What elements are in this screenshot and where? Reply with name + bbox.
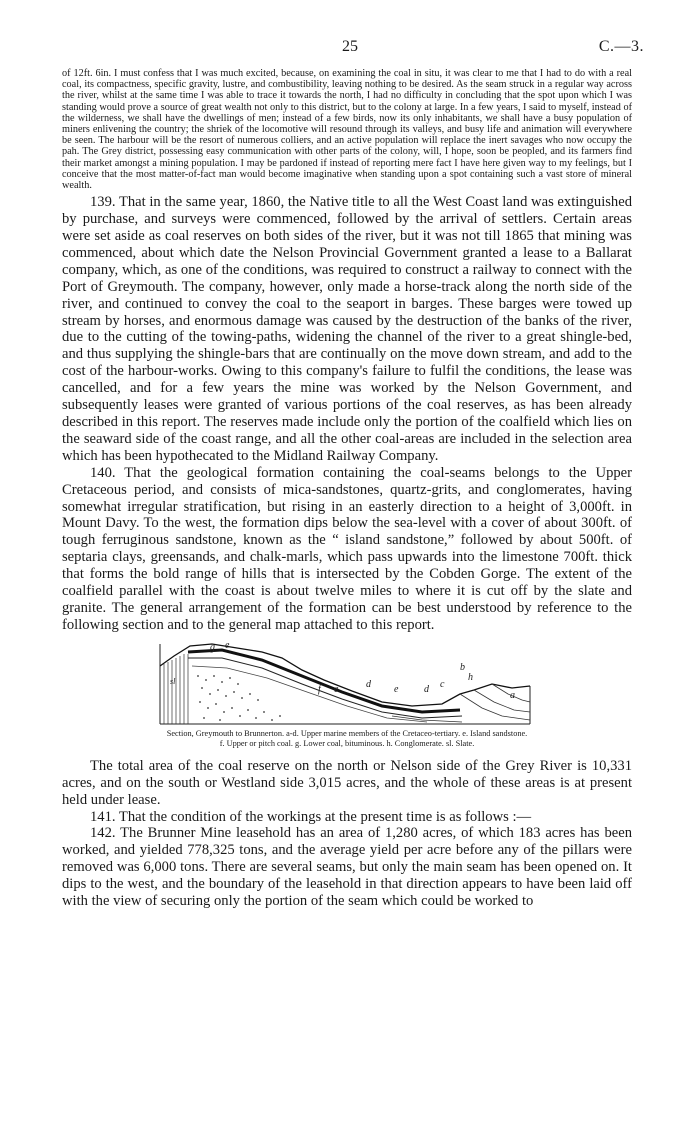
caption-line-1: Section, Greymouth to Brunnerton. a-d. Upper marine members of the Cretaceo-tertiary. e. Island sandstone. [166, 728, 528, 738]
conglomerate-dots [197, 675, 281, 721]
geological-section-figure [62, 636, 632, 754]
page-number: 25 [342, 38, 358, 55]
quoted-paragraph: of 12ft. 6in. I must confess that I was much excited, because, on examining the coal in situ, it was clear to me that I had to do with a real coal, its compactness, specific gravity, lustre, and combustibility, leaving nothing to be desired. As the seam struck in a regular way across the river, whilst at the same time I was able to trace it towards the north, I had no difficulty in concluding that the spot upon which I was standing would prove a source of great wealth not only to this district, but to the colony at large. In a few years, I said to myself, instead of the wilderness, we shall have the dwellings of men; instead of a few birds, now its only inhabitants, we shall have a busy population of miners enlivening the country; the shriek of the locomotive will resound through its valleys, and busy life and animation will everywhere be seen. The harbour will be the resort of numerous colliers, and an active population will replace the inert savages who now occupy the pah. The Grey district, possessing easy communication with other parts of the colony, will, I hope, soon be peopled, and its farmers find their market amongst a mining population. I may be pardoned if instead of reporting mere fact I have here given way to my feelings, but I conceive that the most matter-of-fact man would become imaginative when standing upon a spot containing such a vast store of mineral wealth. [62, 68, 632, 192]
svg-text:e: e [394, 683, 399, 695]
svg-text:c: c [440, 678, 445, 690]
document-reference: C.—3. [598, 38, 644, 55]
paragraph-139: 139. That in the same year, 1860, the Native title to all the West Coast land was extinguished by purchase, and surveys were commenced, followed by the arrival of settlers. Certain areas were set aside as coal reserves on both sides of the river, but it was not till 1865 that mining was commenced, about which date the Nelson Provincial Government granted a lease to a Ballarat company, which, as one of the conditions, was required to construct a railway to connect with the Port of Greymouth. The company, however, only made a horse-track along the north side of the river, and continued to convey the coal to the seaport in barges. These barges were towed up stream by horses, and enormous damage was caused by the destruction of the banks of the river, due to the cutting of the towing-paths, widening the channel of the river to a great shingle-bed, and thus supplying the shingle-bars that are continually on the move down stream, and add to the cost of the harbour-works. Owing to this company's failure to fulfil the conditions, the lease was cancelled, and for a few years the mine was worked by the Nelson Government, and subsequently leases were granted of various portions of the coal reserves, as has been already described in this report. The reserves made include only the portion of the coalfield which lies on the seaward side of the coast range, and all the other coal-areas are included in the selection area which has been hypothecated to the Midland Railway Company. [62, 194, 632, 464]
page-header [0, 38, 700, 58]
section-diagram [62, 636, 632, 728]
surface-profile [160, 641, 530, 706]
svg-text:g: g [210, 641, 215, 653]
slate-hatching [164, 654, 188, 724]
paragraph-141: 141. That the condition of the workings at the present time is as follows :— [90, 808, 532, 825]
paragraph-total-area: The total area of the coal reserve on the north or Nelson side of the Grey River is 10,331 acres, and on the south or Westland side 3,015 acres, and the whole of these areas is at present held under lease. [62, 757, 632, 808]
paragraph-142: 142. The Brunner Mine leasehold has an area of 1,280 acres, of which 183 acres has been worked, and yielded 778,325 tons, and the average yield per acre before any of the pillars were removed was 6,000 tons. There are several seams, but only the main seam has been opened on. It dips to the west, and the boundary of the leasehold in that direction appears to have been laid off with the view of securing only the portion of the seam which could be worked to [62, 825, 632, 910]
svg-text:a: a [510, 689, 515, 701]
svg-text:d: d [366, 678, 371, 690]
page-body [62, 68, 632, 910]
paragraph-140: 140. That the geological formation containing the coal-seams belongs to the Upper Cretaceous period, and consists of mica-sandstones, quartz-grits, and conglomerates, having somewhat irregular stratification, but rising in an easterly direction to a height of 3,000ft. in Mount Davy. To the west, the formation dips below the sea-level with a cover of about 300ft. of tough ferruginous sandstone, known as the “ island sandstone,” followed by about 500ft. of septaria clays, greensands, and chalk-marls, which pass upwards into the limestone 700ft. thick that forms the bold range of hills that is intersected by the Cobden Gorge. The extent of the coalfield parallel with the coast is about twelve miles to where it is cut off by the slate and granite. The general arrangement of the formation can be best understood by reference to the following section and to the general map attached to this report. [62, 464, 632, 633]
svg-text:e: e [334, 683, 339, 695]
svg-text:f: f [318, 683, 321, 695]
svg-text:e: e [225, 639, 230, 651]
svg-text:sl: sl [170, 676, 176, 686]
svg-text:b: b [460, 661, 465, 673]
figure-caption [62, 729, 632, 750]
caption-line-2: f. Upper or pitch coal. g. Lower coal, bituminous. h. Conglomerate. sl. Slate. [219, 739, 475, 749]
svg-text:h: h [468, 671, 473, 683]
svg-text:d: d [424, 683, 429, 695]
